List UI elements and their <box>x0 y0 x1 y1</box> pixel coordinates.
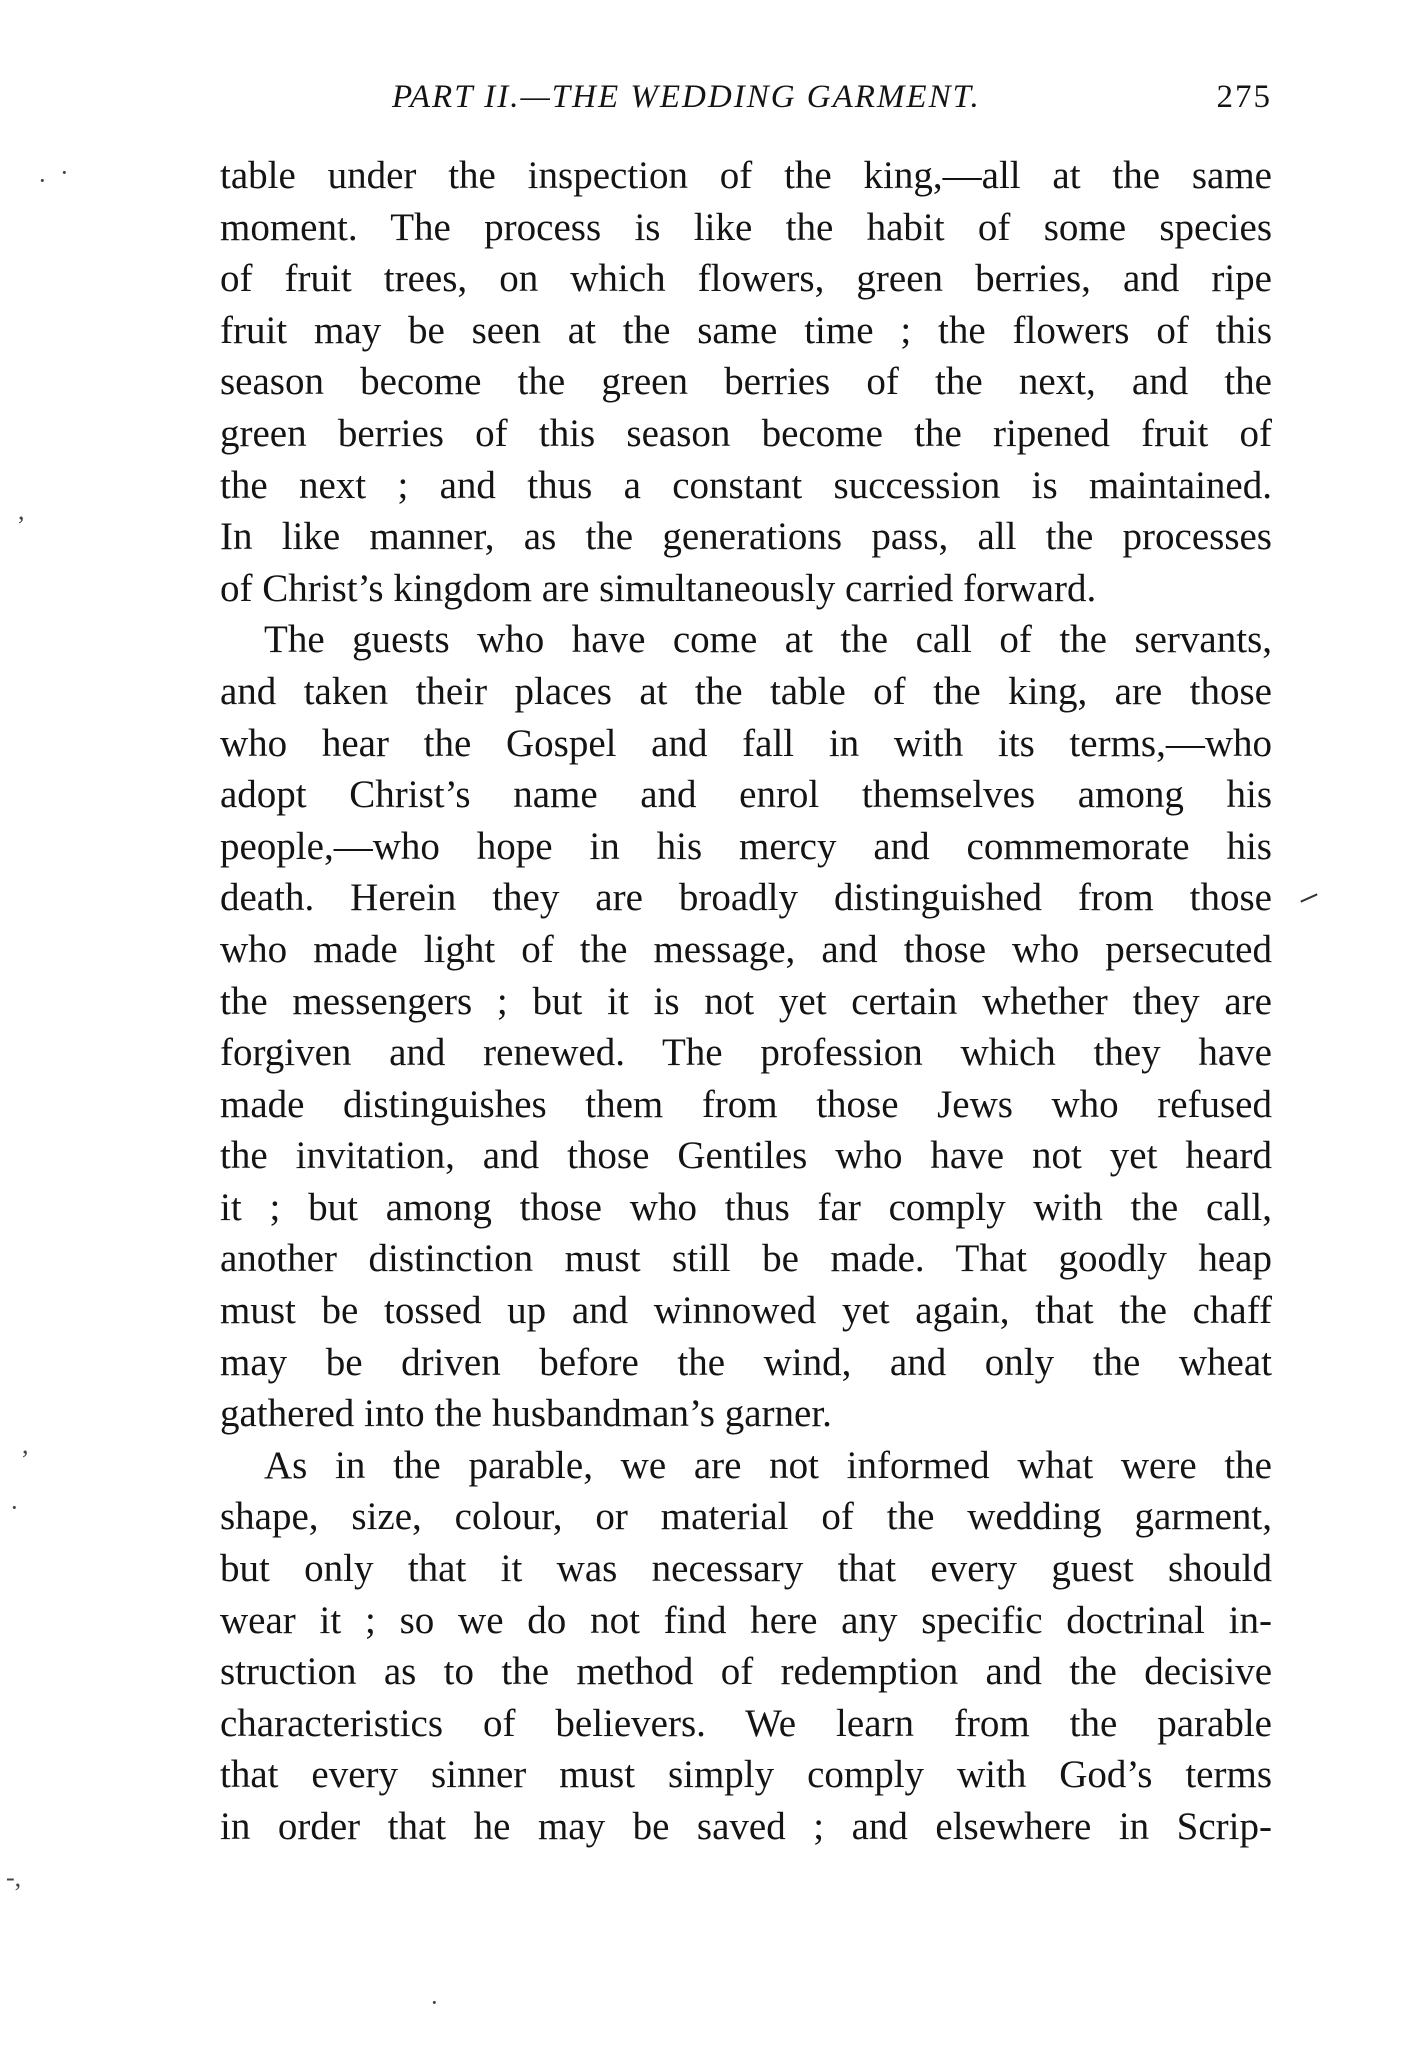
text-line: shape, size, colour, or material of the wedding garment, <box>220 1495 1272 1539</box>
text-line: another distinction must still be made. That goodly heap <box>220 1237 1272 1281</box>
text-line: people,—who hope in his mercy and commemorate his <box>220 824 1272 868</box>
text-line: characteristics of believers. We learn from the parable <box>220 1701 1272 1745</box>
text-line: it ; but among those who thus far comply with the call, <box>220 1185 1272 1229</box>
text-line: that every sinner must simply comply with God’s terms <box>220 1753 1272 1797</box>
speck-mark: · <box>10 1493 19 1522</box>
text-line: adopt Christ’s name and enrol themselves among his <box>220 773 1272 817</box>
text-line: wear it ; so we do not find here any specific doctrinal in- <box>220 1598 1272 1642</box>
text-line: the messengers ; but it is not yet certain whether they are <box>220 979 1272 1023</box>
speck-mark: · <box>430 1988 439 2017</box>
text-line: the next ; and thus a constant succession is maintained. <box>220 463 1272 507</box>
text-line: the invitation, and those Gentiles who have not yet heard <box>220 1134 1272 1178</box>
text-line: gathered into the husbandman’s garner. <box>220 1392 832 1436</box>
text-line: who hear the Gospel and fall in with its terms,—who <box>220 721 1272 765</box>
text-line: of Christ’s kingdom are simultaneously carried forward. <box>220 566 1097 610</box>
speck-mark: -, <box>6 1863 22 1892</box>
text-line: struction as to the method of redemption and the decisive <box>220 1650 1272 1694</box>
speck-mark: , <box>18 496 25 525</box>
text-line: may be driven before the wind, and only the wheat <box>220 1340 1272 1384</box>
text-line: season become the green berries of the next, and the <box>220 360 1272 404</box>
text-line: moment. The process is like the habit of some species <box>220 205 1272 249</box>
text-line: must be tossed up and winnowed yet again, that the chaff <box>220 1289 1272 1333</box>
margin-pencil-mark <box>1300 893 1317 902</box>
paragraph-first-line: The guests who have come at the call of the servants, <box>264 618 1272 662</box>
paragraph-first-line: As in the parable, we are not informed what were the <box>264 1443 1272 1487</box>
text-line: In like manner, as the generations pass, all the processes <box>220 515 1272 559</box>
speck-mark: , <box>22 1430 29 1459</box>
text-line: who made light of the message, and those who persecuted <box>220 927 1272 971</box>
text-line: forgiven and renewed. The profession which they have <box>220 1031 1272 1075</box>
running-head <box>392 72 1272 122</box>
text-line: death. Herein they are broadly distinguished from those <box>220 876 1272 920</box>
text-line: green berries of this season become the ripened fruit of <box>220 411 1272 455</box>
text-line: fruit may be seen at the same time ; the flowers of this <box>220 308 1272 352</box>
page-number: 275 <box>1216 79 1272 115</box>
running-title: PART II.—THE WEDDING GARMENT. <box>392 79 981 115</box>
text-line: but only that it was necessary that every guest should <box>220 1547 1272 1591</box>
speck-mark: · <box>38 166 47 195</box>
text-line: of fruit trees, on which flowers, green berries, and ripe <box>220 257 1272 301</box>
text-line: in order that he may be saved ; and elsewhere in Scrip- <box>220 1805 1272 1848</box>
text-line: and taken their places at the table of the king, are those <box>220 669 1272 713</box>
text-line: made distinguishes them from those Jews who refused <box>220 1082 1272 1126</box>
speck-mark: · <box>60 158 69 187</box>
body-text <box>220 150 1272 1853</box>
text-line: table under the inspection of the king,—all at the same <box>220 154 1272 197</box>
